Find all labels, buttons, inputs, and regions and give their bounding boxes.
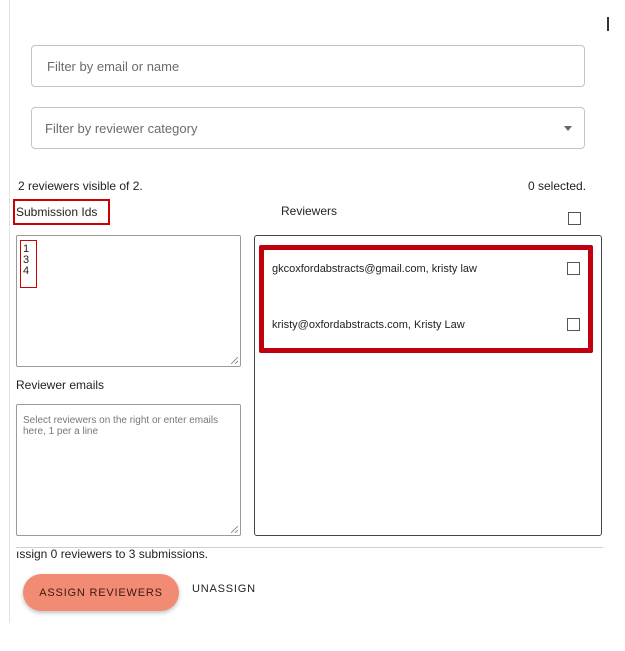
submission-ids-values: [20, 240, 37, 288]
resize-handle-icon[interactable]: [231, 526, 238, 533]
filter-email-input[interactable]: [45, 58, 571, 75]
reviewer-emails-placeholder: Select reviewers on the right or enter emails here, 1 per a line: [23, 415, 219, 437]
submission-id: 3: [23, 254, 30, 266]
submission-ids-textarea[interactable]: [16, 235, 241, 367]
resize-handle-icon[interactable]: [231, 357, 238, 364]
reviewer-emails-label: Reviewer emails: [16, 378, 105, 392]
filter-category-placeholder: Filter by reviewer category: [45, 120, 198, 136]
reviewer-item-label[interactable]: kristy@oxfordabstracts.com, Kristy Law: [272, 319, 465, 331]
reviewer-item-label[interactable]: gkcoxfordabstracts@gmail.com, kristy law: [272, 263, 477, 275]
select-all-checkbox[interactable]: [568, 212, 581, 225]
assign-summary: ıssign 0 reviewers to 3 submissions.: [16, 547, 209, 561]
scrollbar-marker: [607, 17, 609, 31]
selected-count: 0 selected.: [528, 179, 587, 193]
assign-reviewers-button[interactable]: ASSIGN REVIEWERS: [23, 574, 179, 611]
reviewer-item-checkbox[interactable]: [567, 262, 580, 275]
reviewers-highlight-box: [259, 245, 593, 353]
submission-id: 1: [23, 243, 30, 255]
visible-count: 2 reviewers visible of 2.: [18, 179, 143, 193]
submission-id: 4: [23, 265, 30, 277]
reviewer-emails-textarea[interactable]: [16, 404, 241, 536]
reviewer-item-checkbox[interactable]: [567, 318, 580, 331]
reviewers-label: Reviewers: [281, 204, 338, 218]
submission-ids-label: Submission Ids: [13, 199, 110, 225]
filter-category-select[interactable]: [31, 107, 585, 149]
unassign-button[interactable]: UNASSIGN: [192, 583, 256, 595]
chevron-down-icon[interactable]: [564, 126, 572, 131]
filter-email-field[interactable]: [31, 45, 585, 87]
panel-left-border: [9, 0, 10, 623]
